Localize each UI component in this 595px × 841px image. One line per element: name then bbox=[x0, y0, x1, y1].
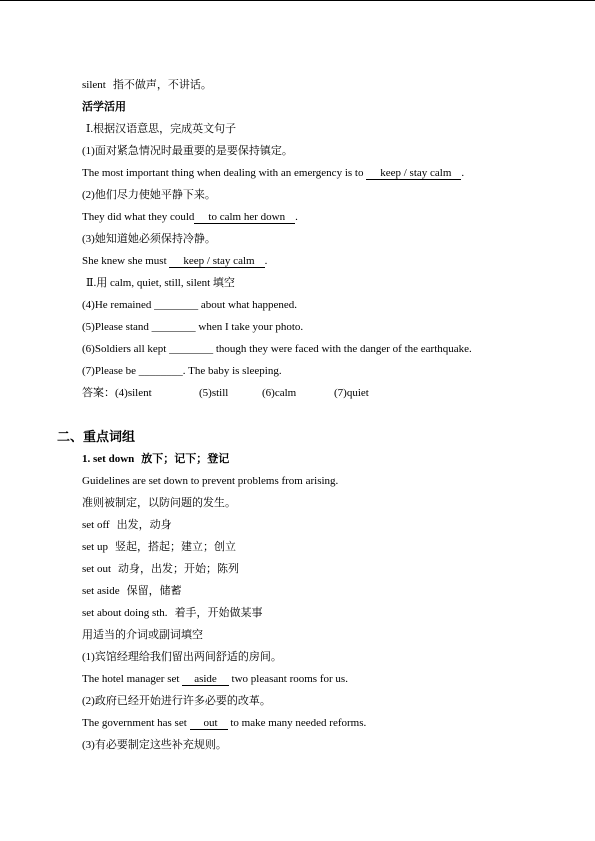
phrase-title-meaning: 放下；记下；登记 bbox=[141, 453, 230, 465]
phrase-meaning: 出发，动身 bbox=[116, 519, 172, 531]
phrase-set-out bbox=[82, 558, 562, 580]
answers-label: 答案： bbox=[82, 387, 115, 399]
item-2-chinese: (2)他们尽力使她平静下来。 bbox=[82, 189, 216, 201]
item-3-english bbox=[82, 250, 562, 272]
answer-4: (4)silent bbox=[115, 387, 152, 399]
phrase: set up bbox=[82, 541, 108, 553]
fill-item-7: (7)Please be ________. The baby is sleeping. bbox=[82, 365, 282, 377]
answer-7: (7)quiet bbox=[334, 387, 369, 399]
section-key-phrases bbox=[82, 448, 562, 756]
sentence-end: . bbox=[461, 167, 465, 179]
phrase-meaning: 动身，出发；开始；陈列 bbox=[118, 563, 240, 575]
answer-blank: out bbox=[190, 717, 228, 730]
exercise-2-english bbox=[82, 712, 562, 734]
sentence-end: . bbox=[295, 211, 298, 223]
phrase-set-aside bbox=[82, 580, 562, 602]
phrase-title-text: 1. set down bbox=[82, 453, 135, 465]
word-meaning: 指不做声，不讲话。 bbox=[112, 79, 212, 91]
top-rule bbox=[0, 0, 595, 1]
phrase-set-off bbox=[82, 514, 562, 536]
fill-item-4: (4)He remained ________ about what happened. bbox=[82, 299, 298, 311]
sentence-text: The most important thing when dealing with an emergency is to bbox=[82, 167, 367, 179]
sentence-text: The hotel manager set bbox=[82, 673, 183, 685]
phrase-set-up bbox=[82, 536, 562, 558]
phrase-meaning: 保留，储蓄 bbox=[126, 585, 182, 597]
sentence-text: She knew she must bbox=[82, 255, 170, 267]
sentence-end: . bbox=[264, 255, 268, 267]
answers-line bbox=[82, 382, 562, 404]
answer-blank: aside bbox=[182, 673, 229, 686]
example-english: Guidelines are set down to prevent problems from arising. bbox=[82, 475, 339, 487]
word-definition-line bbox=[82, 74, 562, 96]
item-3-chinese: (3)她知道她必须保持冷静。 bbox=[82, 233, 216, 245]
sentence-text: The government has set bbox=[82, 717, 190, 729]
item-1-english bbox=[82, 162, 562, 184]
sentence-end: to make many needed reforms. bbox=[227, 717, 367, 729]
answer-6: (6)calm bbox=[262, 387, 297, 399]
practice-title: 活学活用 bbox=[82, 101, 126, 113]
sentence-end: two pleasant rooms for us. bbox=[228, 673, 348, 685]
part2-title: Ⅱ.用 calm, quiet, still, silent 填空 bbox=[86, 277, 235, 289]
item-2-english bbox=[82, 206, 562, 228]
phrase-meaning: 竖起，搭起；建立；创立 bbox=[114, 541, 236, 553]
phrase-set-about bbox=[82, 602, 562, 624]
answer-blank: keep / stay calm bbox=[366, 167, 461, 180]
word: silent bbox=[82, 79, 106, 91]
answer-5: (5)still bbox=[199, 387, 229, 399]
exercise-1-chinese: (1)宾馆经理给我们留出两间舒适的房间。 bbox=[82, 651, 282, 663]
example-chinese: 准则被制定，以防问题的发生。 bbox=[82, 497, 236, 509]
exercise-title: 用适当的介词或副词填空 bbox=[82, 629, 203, 641]
answer-blank: to calm her down bbox=[194, 211, 295, 224]
phrase: set aside bbox=[82, 585, 120, 597]
exercise-1-english bbox=[82, 668, 562, 690]
phrase-meaning: 着手，开始做某事 bbox=[174, 607, 263, 619]
fill-item-6: (6)Soldiers all kept ________ though they were faced with the danger of the earthquake. bbox=[82, 343, 472, 355]
exercise-3-chinese: (3)有必要制定这些补充规则。 bbox=[82, 739, 227, 751]
sentence-text: They did what they could bbox=[82, 211, 195, 223]
answer-blank: keep / stay calm bbox=[169, 255, 264, 268]
phrase: set off bbox=[82, 519, 110, 531]
section-heading: 二、重点词组 bbox=[57, 429, 136, 444]
part1-title: Ⅰ.根据汉语意思，完成英文句子 bbox=[86, 123, 237, 135]
section-vocabulary-practice bbox=[82, 74, 562, 404]
phrase: set about doing sth. bbox=[82, 607, 168, 619]
item-1-chinese: (1)面对紧急情况时最重要的是要保持镇定。 bbox=[82, 145, 293, 157]
exercise-2-chinese: (2)政府已经开始进行许多必要的改革。 bbox=[82, 695, 271, 707]
phrase: set out bbox=[82, 563, 112, 575]
phrase-title bbox=[82, 448, 562, 470]
fill-item-5: (5)Please stand ________ when I take your photo. bbox=[82, 321, 304, 333]
